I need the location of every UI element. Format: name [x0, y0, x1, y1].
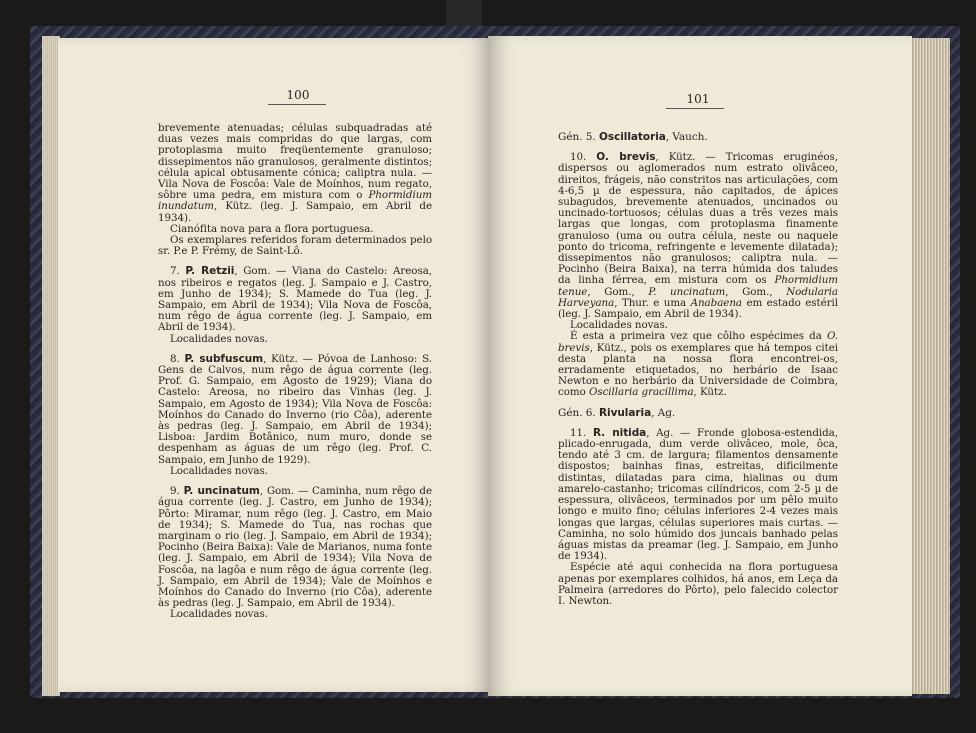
- text-run: É esta a primeira vez que côlho espécimes da: [570, 330, 827, 343]
- italic-taxon: P. uncinatum: [648, 285, 726, 298]
- text-run: 11.: [570, 426, 593, 439]
- taxon-name: R. nitida: [592, 426, 647, 439]
- paragraph: [158, 486, 432, 609]
- italic-taxon: O. brevis: [558, 330, 838, 354]
- text-run: , Gom. — Viana do Castelo: Areosa, nos ribeiros e regatos (leg. J. Sampaio e J. Castro, em Junho de 1934); S. Mamede do Tua (leg. J. Sampaio, em Abril de 1934); Vila Nova de Foscôa, num rêgo de água corrente (leg. J. Sampaio, em Abril de 1934).: [158, 265, 433, 334]
- genus-heading: [558, 408, 838, 419]
- text-run: , Kütz. — Tricomas eruginéos, dispersos ou aglomerados num estrato olivâceo, direitos, frágeis, não constritos nas articulações, com 4-6,5 µ de espessura, não capitados, de ápices subagudos, brevemente atenuados, uncinados ou uncinado-tortuosos; células duas a três vezes mais largas que longas, com protoplasma finamente granuloso (uma ou outra célula, neste ou naquele ponto do tricoma, refringente e levemente dilatada); dissepimentos não granulosos; caliptra nula. — Pocinho (Beira Baixa), na terra húmida dos taludes da linha férrea, em mistura com os: [558, 151, 839, 287]
- paragraph: [158, 354, 432, 466]
- paragraph: [158, 466, 432, 477]
- page-number-right: 101: [686, 92, 710, 106]
- text-run: Cianófita nova para a flora portuguesa.: [170, 222, 374, 235]
- text-run: , Thur. e uma: [614, 296, 691, 309]
- text-run: Localidades novas.: [170, 332, 268, 345]
- paragraph: [158, 266, 432, 333]
- paragraph: [158, 609, 432, 620]
- paragraph: [558, 562, 838, 607]
- text-run: Os exemplares referidos foram determinados pelo sr. P.e P. Frémy, de Saint-Lô.: [158, 234, 432, 258]
- text-run: 8.: [170, 352, 185, 365]
- text-run: Localidades novas.: [570, 319, 668, 332]
- text-run: Localidades novas.: [170, 608, 268, 621]
- italic-taxon: Phormidium inundatum: [158, 189, 432, 213]
- taxon-name: Rivularia: [599, 406, 652, 419]
- italic-taxon: Phormidium tenue: [558, 274, 838, 298]
- taxon-name: P. uncinatum: [183, 485, 260, 498]
- italic-taxon: Anabaena: [690, 296, 742, 309]
- text-run: , Vauch.: [665, 131, 708, 143]
- page-edges-right: [910, 38, 950, 694]
- page-number-rule-right: [666, 108, 724, 109]
- italic-taxon: Nodularia Harveyana: [558, 285, 838, 309]
- text-run: , Ag.: [651, 406, 676, 419]
- taxon-name: P. Retzii: [185, 265, 235, 278]
- paragraph: [158, 334, 432, 345]
- taxon-name: O. brevis: [596, 151, 656, 164]
- text-run: brevemente atenuadas; células subquadradas até duas vezes mais compridas do que largas, com protoplasma muito freqüentemente granuloso; dissepimentos não granulosos, geralmente distintos; célula apical obtusamente cónica; caliptra nula. — Vila Nova de Foscôa: Vale de Moínhos, num regato, sôbre uma pedra, em mistura com o: [158, 122, 432, 202]
- left-page: [58, 38, 492, 692]
- text-run: , Kütz. — Póvoa de Lanhoso: S. Gens de Calvos, num rêgo de água corrente (leg. Prof. G. Sampaio, em Agosto de 1929); Viana do Castelo: Areosa, no ribeiro das Vinhas (leg. J. Sampaio, em Agosto de 1934); Vila Nova de Foscôa: Moínhos do Canado do Inverno (rio Côa), aderente às pedras (leg. J. Sampaio, em Abril de 1934); Lisboa: Jardim Botânico, num muro, donde se despenham as águas de um rêgo (leg. Prof. C. Sampaio, em Junho de 1929).: [158, 352, 432, 466]
- text-run: , Gom.,: [587, 285, 649, 298]
- paragraph: [158, 123, 432, 224]
- text-run: 7.: [170, 265, 186, 278]
- text-run: , Gom. — Caminha, num rêgo de água corrente (leg. J. Castro, em Junho de 1934); Pôrto: Miramar, num rêgo (leg. J. Castro, em Maio de 1934); S. Mamede do Tua, nas rochas que marginam o rio (leg. J. Sampaio, em Abril de 1934); Pocinho (Beira Baixa): Vale de Marianos, numa fonte (leg. J. Sampaio, em Abril de 1934); Vila Nova de Foscôa, na lagôa e num rêgo de água corrente (leg. J. Sampaio, em Abril de 1934); Vale de Moínhos e Moínhos do Canado do Inverno (rio Côa), aderente às pedras (leg. J. Sampaio, em Abril de 1934).: [158, 485, 432, 610]
- text-run: , Gom.,: [725, 285, 787, 298]
- page-number-rule-left: [268, 104, 326, 105]
- paragraph: [558, 428, 838, 562]
- taxon-name: P. subfuscum: [184, 352, 264, 365]
- paragraph: [158, 235, 432, 257]
- text-run: Espécie até aqui conhecida na flora portuguesa apenas por exemplares colhidos, há anos, em Leça da Palmeira (arredores do Pôrto), pelo falecido colector I. Newton.: [558, 561, 838, 607]
- text-run: , Kütz.: [693, 386, 727, 399]
- italic-taxon: Oscillaria gracillima: [588, 386, 694, 399]
- text-run: 10.: [570, 151, 597, 164]
- text-run: , Kütz. (leg. J. Sampaio, em Abril de 1934).: [158, 200, 432, 224]
- text-run: , Ag. — Fronde globosa-estendida, plicado-enrugada, dum verde olivâceo, mole, ôca, tendo até 3 cm. de largura; filamentos densamente dispostos; bainhas finas, estreitas, dificilmente distintas, dilatadas para cima, hialinas ou dum amarelo-castanho; tricomas cilíndricos, com 2-5 µ de espessura, olivâceos, terminados por um pêlo muito longo e muito fino; células inferiores 2-4 vezes mais longas que largas, células superiores mais curtas. — Caminha, no solo húmido dos juncais banhado pelas águas mistas da preamar (leg. J. Sampaio, em Junho de 1934).: [558, 426, 838, 563]
- text-run: , Kütz., pois os exemplares que há tempos citei desta planta na nossa flora encontrei-os, erradamente etiquetados, no herbário de Isaac Newton e no herbário da Universidade de Coimbra, como: [558, 341, 838, 399]
- text-run: Gén. 6.: [558, 406, 599, 419]
- right-page: [488, 36, 912, 696]
- text-run: 9.: [170, 485, 184, 498]
- text-run: em estado estéril (leg. J. Sampaio, em Abril de 1934).: [558, 296, 838, 321]
- page-number-left: 100: [286, 88, 310, 102]
- left-page-text: [158, 123, 432, 621]
- genus-heading: [558, 132, 838, 143]
- text-run: Localidades novas.: [170, 464, 268, 477]
- paragraph: [558, 331, 838, 398]
- paragraph: [558, 152, 838, 320]
- taxon-name: Oscillatoria: [599, 131, 666, 143]
- right-page-text: [558, 132, 838, 607]
- text-run: Gén. 5.: [558, 131, 599, 143]
